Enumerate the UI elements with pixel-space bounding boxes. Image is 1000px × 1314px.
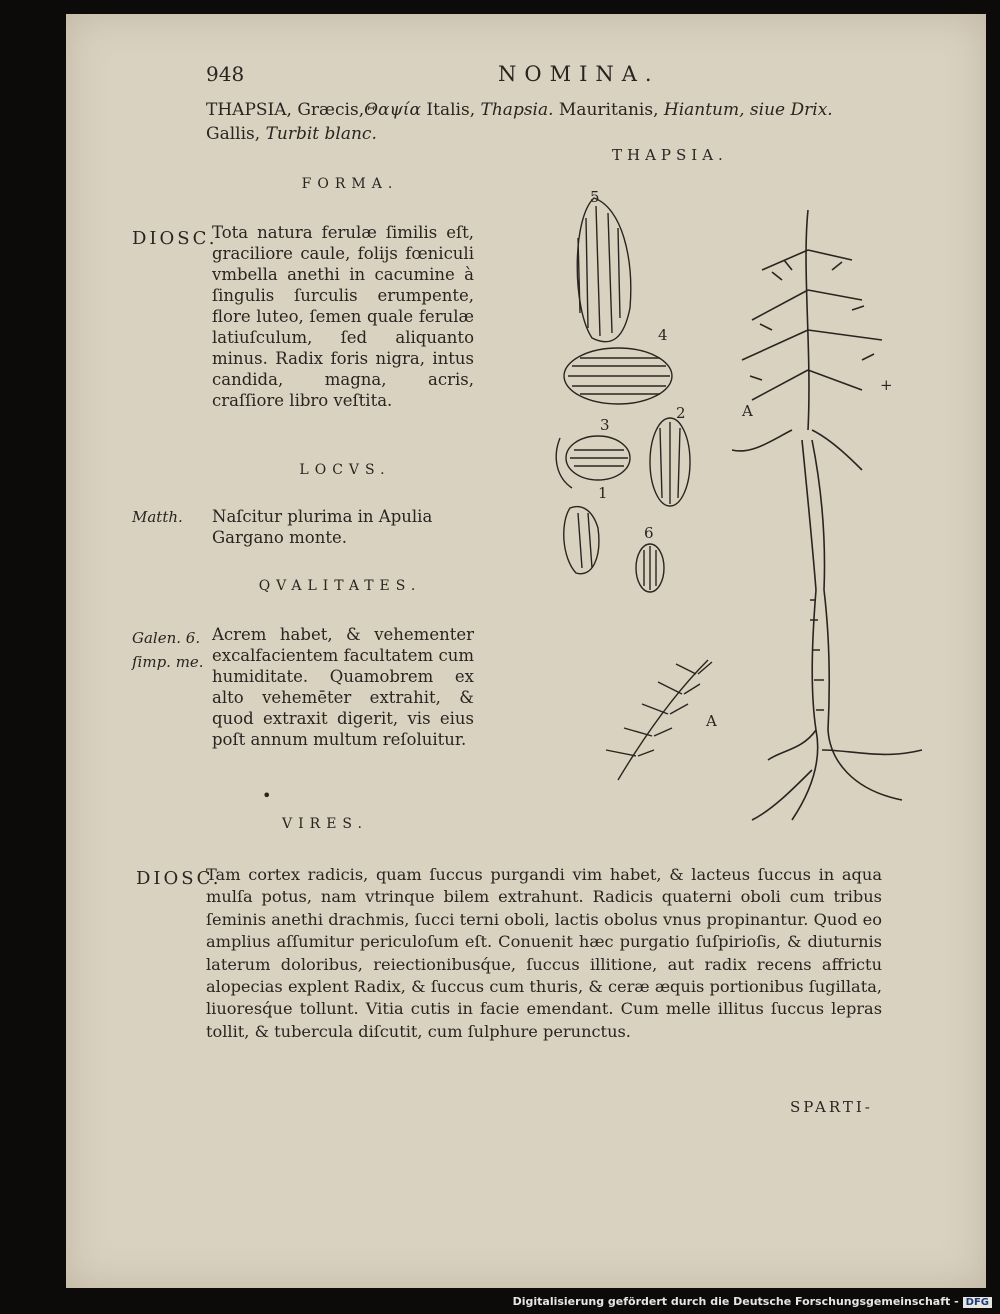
plant-label-a: A xyxy=(742,402,753,420)
names-italian: Thapsia. xyxy=(480,100,554,120)
leaf-illustration xyxy=(578,650,728,790)
catchword: SPARTI- xyxy=(790,1098,873,1116)
forma-heading: FORMA. xyxy=(301,176,399,192)
vires-source: DIOSC. xyxy=(136,868,222,889)
locus-text: Naſcitur plurima in Apulia Gargano monte. xyxy=(212,507,433,547)
locus-heading: LOCVS. xyxy=(299,462,391,478)
qualitates-heading: QVALITATES. xyxy=(258,578,422,594)
qualitates-source: Galen. 6. ſimp. me. xyxy=(132,629,204,671)
names-gallic: Turbit blanc. xyxy=(265,124,377,144)
vires-text: Tam cortex radicis, quam ſuccus purgandi vim habet, & lacteus ſuccus in aqua mulſa potus, nam vtrinque bilem extrahunt. Radicis quaterni oboli cum tribus ſeminis anethi drachmis, ſucci terni oboli, lactis obolus vnus propinantur. Quod eo amplius aſſumitur periculoſum eſt. Conuenit hæc purgatio ſuſpirioſis, & diuturnis laterum doloribus, reiectionibusq́ue, ſuccus illitione, aut radix recens affrictu alopecias explent Radix, & ſuccus cum thuris, & ceræ æquis portionibus ſugillata, liuoresq́ue tollunt. Vitia cutis in facie emendant. Cum melle illitus ſuccus lepras tollit, & tubercula diſcutit, cum ſulphure perunctus. xyxy=(206,865,882,1041)
names-part3: Mauritanis, xyxy=(553,100,664,120)
figure-caption: THAPSIA. xyxy=(612,146,728,164)
names-part4: Gallis, xyxy=(206,124,266,144)
seed-label-5: 5 xyxy=(590,188,600,206)
forma-source: DIOSC. xyxy=(132,228,218,249)
seed-label-6: 6 xyxy=(644,524,654,542)
plant-label-cross: + xyxy=(880,376,893,394)
vires-heading: VIRES. xyxy=(282,816,368,832)
names-mauritan: Hiantum, siue Drix. xyxy=(663,100,833,120)
names-part1: THAPSIA, Græcis, xyxy=(206,100,365,120)
footer-credit xyxy=(513,1295,992,1308)
leaf-label-a: A xyxy=(706,712,717,730)
names-greek: Θαψία xyxy=(364,100,422,120)
seed-label-3: 3 xyxy=(600,416,610,434)
seed-label-1: 1 xyxy=(598,484,608,502)
footer-text: Digitalisierung gefördert durch die Deutsche Forschungsgemeinschaft - xyxy=(512,1295,959,1308)
thapsia-plant-illustration xyxy=(712,190,942,850)
page-number: 948 xyxy=(206,62,245,86)
seed-label-4: 4 xyxy=(658,326,668,344)
names-part2: Italis, xyxy=(421,100,481,120)
seeds-illustration xyxy=(552,188,712,598)
running-head: NOMINA. xyxy=(498,62,660,86)
qualitates-text: Acrem habet, & vehementer excalfacientem facultatem cum humiditate. Quamobrem ex alto vehemēter extrahit, & quod extraxit digerit, vis eius poſt annum multum reſoluitur. xyxy=(212,625,474,749)
margin-dot: • xyxy=(262,786,272,805)
dfg-logo: DFG xyxy=(963,1297,992,1308)
forma-text: Tota natura ferulæ ſimilis eſt, graciliore caule, folijs fœniculi vmbella anethi in cacumine à ſingulis ſurculis erumpente, flore luteo, ſemen quale ferulæ latiuſculum, ſed aliquanto minus. Radix foris nigra, intus candida, magna, acris, craſſiore libro veſtita. xyxy=(212,223,474,410)
names-paragraph xyxy=(206,98,886,146)
seed-label-2: 2 xyxy=(676,404,686,422)
locus-source: Matth. xyxy=(132,508,183,526)
